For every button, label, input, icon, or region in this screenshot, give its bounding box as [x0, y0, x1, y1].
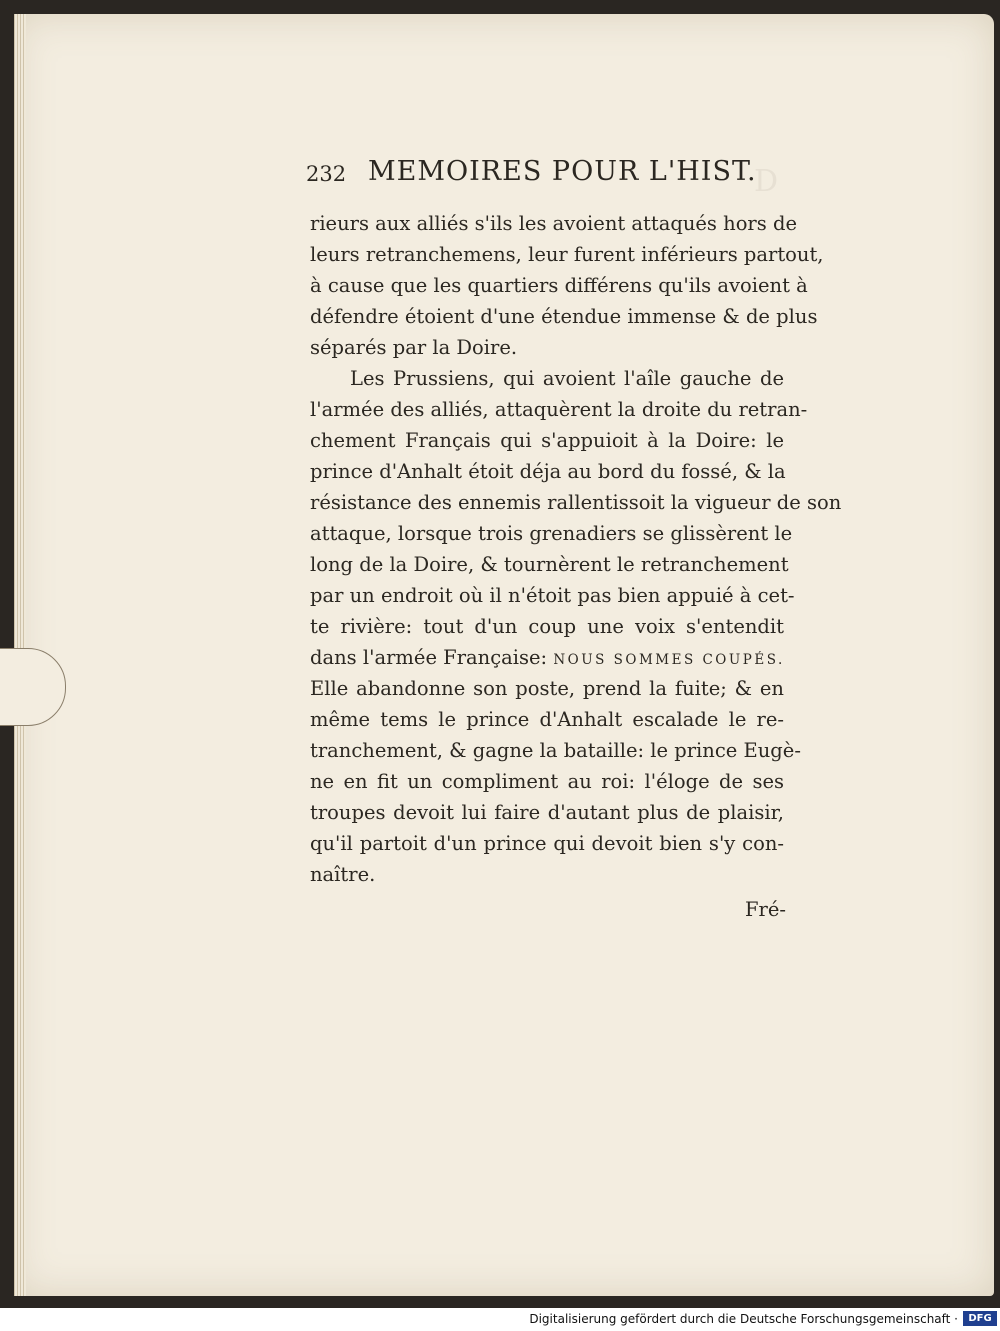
show-through: D: [754, 164, 779, 199]
text-line: attaque, lorsque trois grenadiers se glissèrent le: [310, 522, 793, 545]
page-number: 232: [306, 162, 347, 186]
text-line: l'armée des alliés, attaquèrent la droite du retran-: [310, 398, 808, 421]
book-page: [14, 14, 994, 1296]
text-line: tranchement, & gagne la bataille: le prince Eugè-: [310, 739, 801, 762]
text-line: Elle abandonne son poste, prend la fuite; & en: [310, 677, 784, 700]
text-line: rieurs aux alliés s'ils les avoient attaqués hors de: [310, 212, 797, 235]
text-line: long de la Doire, & tournèrent le retranchement: [310, 553, 789, 576]
footer-bar: [0, 1308, 1000, 1331]
text-line: à cause que les quartiers différens qu'ils avoient à: [310, 274, 808, 297]
small-caps-phrase: NOUS SOMMES COUPÉS.: [553, 652, 785, 668]
running-head: MEMOIRES POUR L'HIST.: [368, 156, 757, 187]
text-line: Les Prussiens, qui avoient l'aîle gauche de: [350, 367, 784, 390]
text-line-with-small-caps: [310, 646, 784, 672]
funding-notice: Digitalisierung gefördert durch die Deutsche Forschungsgemeinschaft ·: [529, 1312, 958, 1326]
text-line: chement Français qui s'appuioit à la Doire: le: [310, 429, 784, 452]
catchword: Fré-: [745, 898, 786, 921]
dfg-logo-icon: DFG: [963, 1311, 997, 1326]
text-line: défendre étoient d'une étendue immense & de plus: [310, 305, 818, 328]
text-line: résistance des ennemis rallentissoit la vigueur de son: [310, 491, 842, 514]
text-line: séparés par la Doire.: [310, 336, 518, 359]
text-line: naître.: [310, 863, 376, 886]
text-line: prince d'Anhalt étoit déja au bord du fossé, & la: [310, 460, 786, 483]
text-line: par un endroit où il n'étoit pas bien appuié à cet-: [310, 584, 795, 607]
text-line: leurs retranchemens, leur furent inférieurs partout,: [310, 243, 824, 266]
text-line: qu'il partoit d'un prince qui devoit bien s'y con-: [310, 832, 784, 855]
text-line: te rivière: tout d'un coup une voix s'entendit: [310, 615, 784, 638]
text-segment: dans l'armée Française:: [310, 646, 548, 669]
text-line: même tems le prince d'Anhalt escalade le re-: [310, 708, 784, 731]
page-text: [14, 14, 994, 1296]
text-line: troupes devoit lui faire d'autant plus de plaisir,: [310, 801, 784, 824]
text-line: ne en fit un compliment au roi: l'éloge de ses: [310, 770, 784, 793]
